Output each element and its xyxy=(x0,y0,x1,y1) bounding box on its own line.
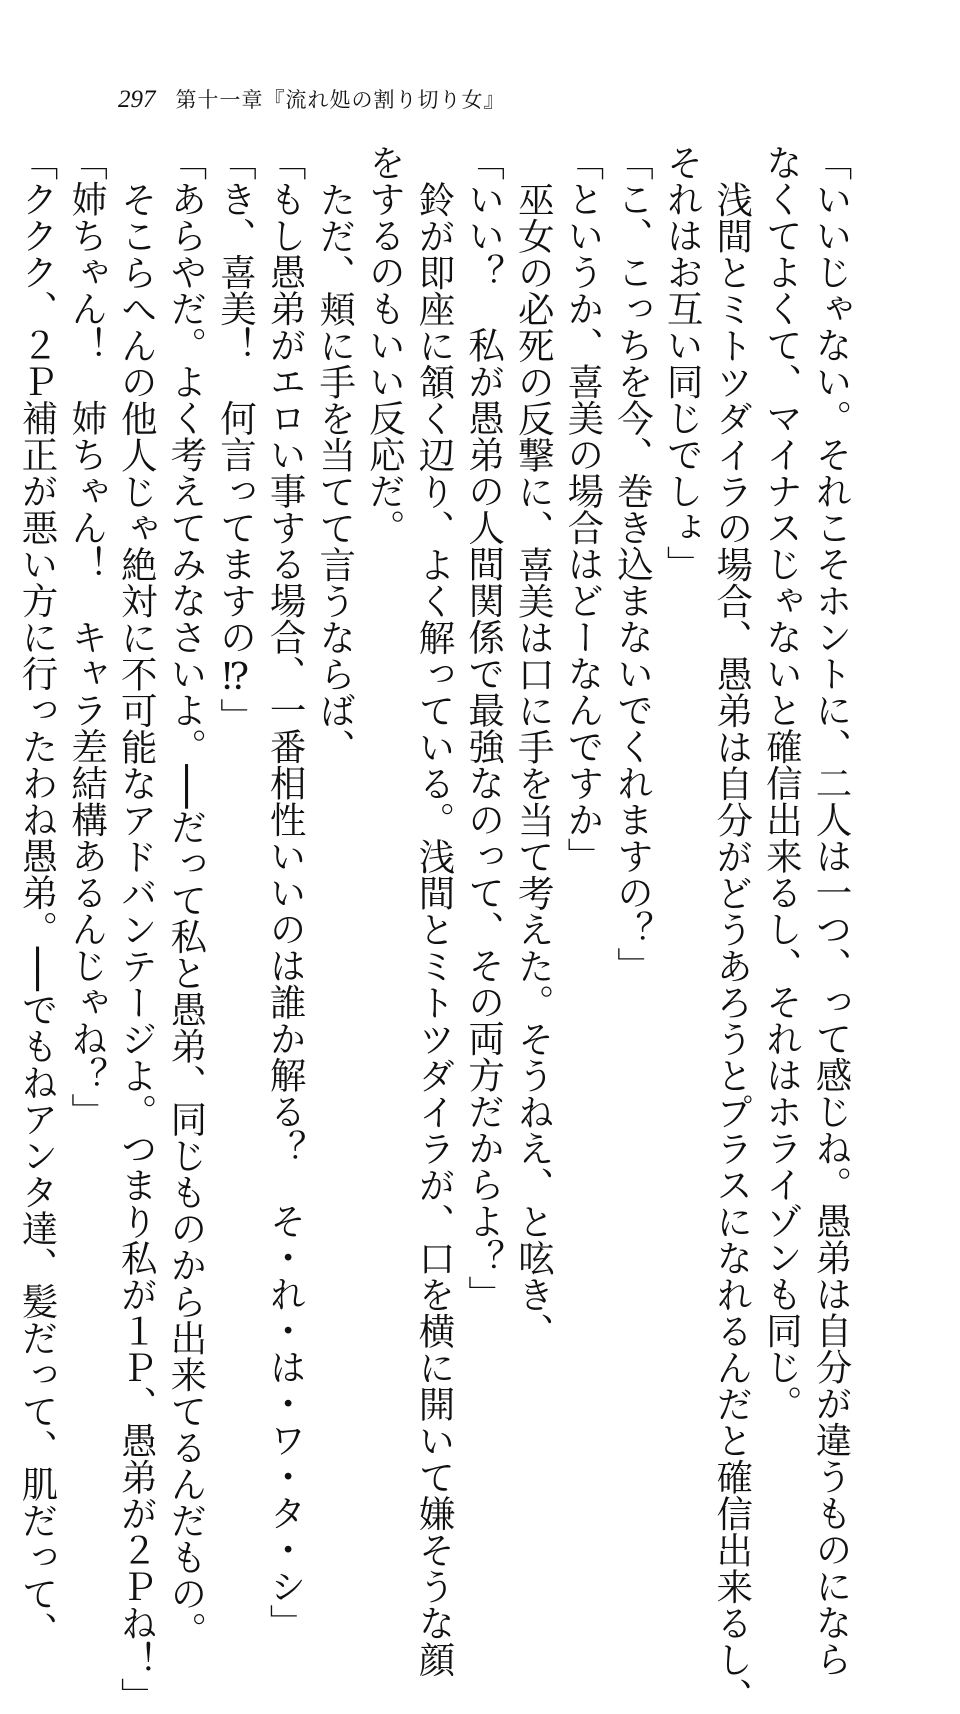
text-line: 「もし愚弟がエロい事する場合、一番相性いいのは誰か解る？ そ・れ・は・ワ・タ・シ」 xyxy=(264,144,308,1641)
text-line: 「き、喜美！ 何言ってますの⁉」 xyxy=(214,144,258,735)
text-line: なくてよくて、マイナスじゃないと確信出来るし、それはホライゾンも同じ。 xyxy=(760,144,804,1422)
text-line: ただ、頬に手を当てて言うならば、 xyxy=(313,180,357,765)
running-header xyxy=(118,84,506,116)
text-line: 浅間とミトツダイラの場合、愚弟は自分がどうあろうとプラスになれるんだと確信出来るし、 xyxy=(710,180,754,1714)
text-line: をするのもいい反応だ。 xyxy=(363,144,407,546)
text-line: それはお互い同じでしょ」 xyxy=(661,144,705,582)
text-line: 「こ、こっちを今、巻き込まないでくれますの？」 xyxy=(611,144,655,984)
vertical-body-text xyxy=(16,144,856,1714)
text-line: 「ククク、２Ｐ補正が悪い方に行ったわね愚弟。──でもねアンタ達、髪だって、肌だって、 xyxy=(16,144,59,1648)
page-number: 297 xyxy=(118,86,156,113)
text-line: 「あらやだ。よく考えてみなさいよ。──だって私と愚弟、同じものから出来てるんだもの。 xyxy=(164,144,208,1648)
text-line: そこらへんの他人じゃ絶対に不可能なアドバンテージよ。つまり私が１Ｐ、愚弟が２Ｐね！」 xyxy=(115,180,159,1714)
text-line: 鈴が即座に頷く辺り、よく解っている。浅間とミトツダイラが、口を横に開いて嫌そうな顔 xyxy=(413,180,456,1677)
text-line: 巫女の必死の反撃に、喜美は口に手を当て考えた。そうねえ、と呟き、 xyxy=(512,180,556,1349)
text-line: 「いいじゃない。それこそホントに、二人は一つ、って感じね。愚弟は自分が違うものになら xyxy=(810,144,853,1677)
text-line: 「いい？ 私が愚弟の人間関係で最強なのって、その両方だからよ？」 xyxy=(462,144,506,1312)
text-line: 「姉ちゃん！ 姉ちゃん！ キャラ差結構あるんじゃね？」 xyxy=(65,144,109,1130)
text-line: 「というか、喜美の場合はどーなんですか」 xyxy=(561,144,605,874)
chapter-title: 第十一章『流れ処の割り切り女』 xyxy=(175,88,506,112)
